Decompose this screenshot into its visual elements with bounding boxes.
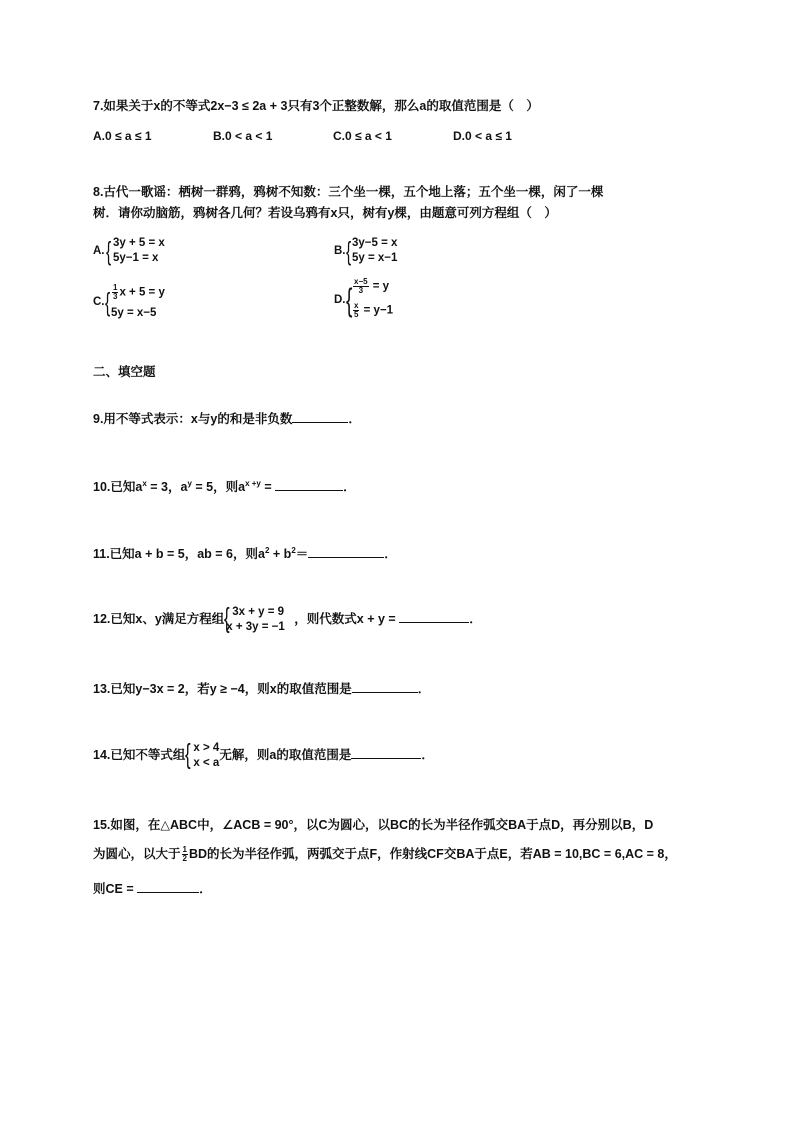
q7-stem: 7.如果关于x的不等式2x−3 ≤ 2a + 3只有3个正整数解，那么a的取值范围是（ ）: [93, 99, 539, 113]
q8-option-d: [334, 278, 454, 326]
q7-option-a: A.0 ≤ a ≤ 1: [93, 129, 152, 143]
answer-blank[interactable]: [137, 880, 199, 893]
option-label: D.: [334, 294, 346, 306]
brace-icon: {: [346, 236, 352, 266]
q8-stem-line1: 8.古代一歌谣：栖树一群鸦，鸦树不知数：三个坐一棵，五个地上落；五个坐一棵，闲了一棵: [93, 185, 604, 199]
q8-option-b: [334, 236, 454, 268]
q7-option-c: C.0 ≤ a < 1: [333, 129, 392, 143]
answer-blank[interactable]: [399, 610, 469, 623]
equation-1: $\frac{x-5}{3}$ = y: [354, 277, 390, 295]
answer-blank[interactable]: [292, 410, 348, 423]
q7-option-d: D.0 < a ≤ 1: [453, 129, 512, 143]
option-label: B.: [334, 245, 346, 257]
fraction: $\frac{1}{2}$: [182, 845, 187, 864]
fraction: $\frac{x-5}{3}$: [354, 277, 368, 295]
q11: 11.已知a + b = 5，ab = 6，则$a^2 + b^2=$ ．: [93, 546, 397, 561]
q8-option-a: [93, 236, 213, 268]
equation-system: [224, 601, 294, 635]
option-label: A.: [93, 245, 105, 257]
equation-1: 3x + y = 9: [232, 605, 285, 618]
answer-blank[interactable]: [351, 746, 421, 759]
equation-2: 5y−1 = x: [113, 252, 159, 264]
equation-1: 3y + 5 = x: [113, 237, 165, 249]
fraction: $\frac{1}{3}$: [113, 283, 118, 301]
equation-1: 3y−5 = x: [352, 237, 398, 249]
q14: 14.已知不等式组 { x > 4 x < a 无解，则a的取值范围是 ．: [93, 737, 434, 769]
option-label: C.: [93, 296, 105, 308]
answer-blank[interactable]: [352, 680, 418, 693]
equation-2: $\frac{x}{5}$ = y−1: [354, 301, 394, 319]
q8-option-c: [93, 284, 213, 322]
equation-system: [185, 737, 220, 771]
brace-icon: {: [105, 287, 111, 317]
brace-icon: {: [224, 601, 230, 633]
answer-blank[interactable]: [308, 545, 384, 558]
q13: 13.已知y−3x = 2，若y ≥ −4，则x的取值范围是 ．: [93, 682, 431, 696]
equation-1: x > 4: [193, 741, 220, 754]
q7-option-b: B.0 < a < 1: [213, 129, 273, 143]
q8-stem-line2: 树．请你动脑筋，鸦树各几何？若设乌鸦有x只，树有y棵，由题意可列方程组（ ）: [93, 206, 557, 220]
q10: 10.已知$a^x = 3$，$a^y = 5$，则$a^{x +y}$ = ．: [93, 479, 356, 494]
brace-icon: {: [106, 236, 112, 266]
q12: 12.已知x、y满足方程组 { 3x + y = 9 x + 3y = −1 ，则代数式x + y = ．: [93, 601, 482, 633]
answer-blank[interactable]: [275, 478, 343, 491]
equation-2: 5y = x−1: [352, 252, 398, 264]
brace-icon: {: [185, 737, 192, 769]
q9: 9.用不等式表示：x与y的和是非负数 ．: [93, 412, 361, 426]
equation-1: $\frac{1}{3}$ x + 5 = y: [113, 283, 165, 301]
fraction: $\frac{x}{5}$: [354, 301, 359, 319]
equation-2: x + 3y = −1: [226, 620, 285, 633]
equation-2: 5y = x−5: [111, 307, 157, 319]
q15-line2: 为圆心，以大于 $\frac{1}{2}$ BD的长为半径作弧，两弧交于点F，作射线CF交BA于点E，若AB = 10,BC = 6,AC = 8，: [93, 845, 677, 864]
q15-line3: 则CE = ．: [93, 882, 212, 896]
q15-line1: 15.如图，在△ABC中，∠ACB = 90°，以C为圆心，以BC的长为半径作弧交BA于点D，再分别以B，D: [93, 818, 654, 832]
equation-2: x < a: [193, 756, 220, 769]
brace-icon: {: [346, 282, 353, 318]
section-title: 二、填空题: [93, 365, 156, 379]
